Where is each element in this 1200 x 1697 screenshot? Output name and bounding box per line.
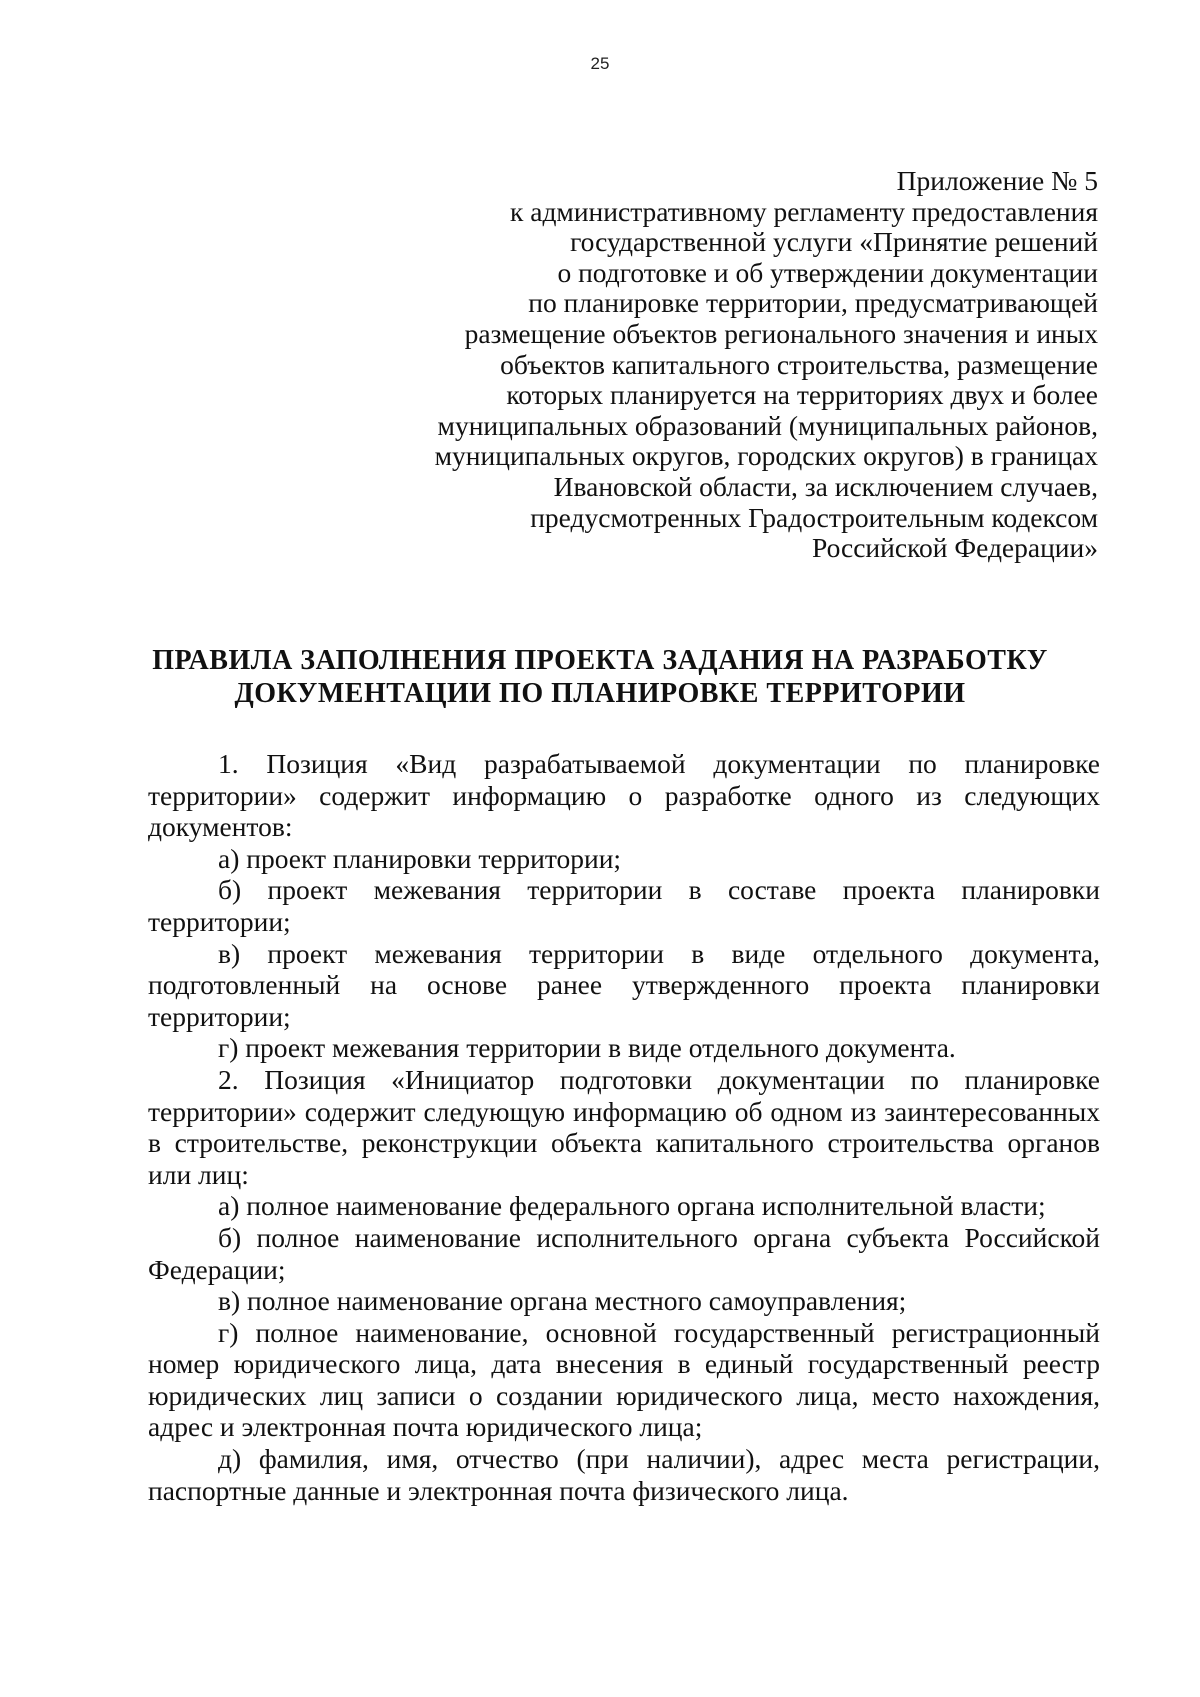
title-line-1: ПРАВИЛА ЗАПОЛНЕНИЯ ПРОЕКТА ЗАДАНИЯ НА РАЗРАБОТКУ <box>152 645 1048 676</box>
paragraph-item-2b: б) полное наименование исполнительного органа субъекта Российской Федерации; <box>148 1221 1100 1285</box>
appendix-line: государственной услуги «Принятие решений <box>570 226 1098 258</box>
appendix-line: муниципальных образований (муниципальных районов, <box>437 409 1098 441</box>
appendix-line: к административному регламенту предоставления <box>510 195 1098 227</box>
paragraph-item-1b: б) проект межевания территории в составе проекта планировки территории; <box>148 874 1100 937</box>
paragraph-item-2a: а) полное наименование федерального органа исполнительной власти; <box>218 1190 1046 1222</box>
appendix-line: объектов капитального строительства, размещение <box>500 348 1098 380</box>
paragraph-item-1g: г) проект межевания территории в виде отдельного документа. <box>218 1032 956 1064</box>
paragraph-item-2v: в) полное наименование органа местного самоуправления; <box>218 1285 907 1317</box>
appendix-line: о подготовке и об утверждении документации <box>557 256 1098 288</box>
appendix-line: которых планируется на территориях двух и более <box>506 379 1098 411</box>
paragraph-item-1v: в) проект межевания территории в виде отдельного документа, подготовленный на основе ранее утвержденного проекта планировки территории; <box>148 937 1100 1032</box>
appendix-line: муниципальных округов, городских округов) в границах <box>434 440 1098 472</box>
paragraph-item-2: 2. Позиция «Инициатор подготовки документации по планировке территории» содержит следующую информацию об одном из заинтересованных в строительстве, реконструкции объекта капитального строительства органов или лиц: <box>148 1063 1100 1190</box>
appendix-header <box>378 166 1098 564</box>
document-body <box>148 748 1100 1506</box>
appendix-line: Ивановской области, за исключением случаев, <box>553 470 1098 502</box>
paragraph-item-2g: г) полное наименование, основной государственный регистрационный номер юридического лица, дата внесения в единый государственный реестр юридических лиц записи о создании юридического лица, место нахождения, адрес и электронная почта юридического лица; <box>148 1316 1100 1443</box>
appendix-line: размещение объектов регионального значения и иных <box>464 317 1098 349</box>
title-line-2: ДОКУМЕНТАЦИИ ПО ПЛАНИРОВКЕ ТЕРРИТОРИИ <box>234 678 966 709</box>
paragraph-item-2d: д) фамилия, имя, отчество (при наличии), адрес места регистрации, паспортные данные и электронная почта физического лица. <box>148 1443 1100 1506</box>
appendix-line: Российской Федерации» <box>811 532 1098 564</box>
appendix-line: предусмотренных Градостроительным кодексом <box>530 501 1098 533</box>
document-title <box>100 644 1100 710</box>
page-number: 25 <box>590 54 610 73</box>
paragraph-item-1a: а) проект планировки территории; <box>218 842 622 874</box>
paragraph-item-1: 1. Позиция «Вид разрабатываемой документации по планировке территории» содержит информацию о разработке одного из следующих документов: <box>148 748 1100 843</box>
appendix-line: по планировке территории, предусматривающей <box>528 287 1098 319</box>
appendix-line: Приложение № 5 <box>896 165 1098 196</box>
